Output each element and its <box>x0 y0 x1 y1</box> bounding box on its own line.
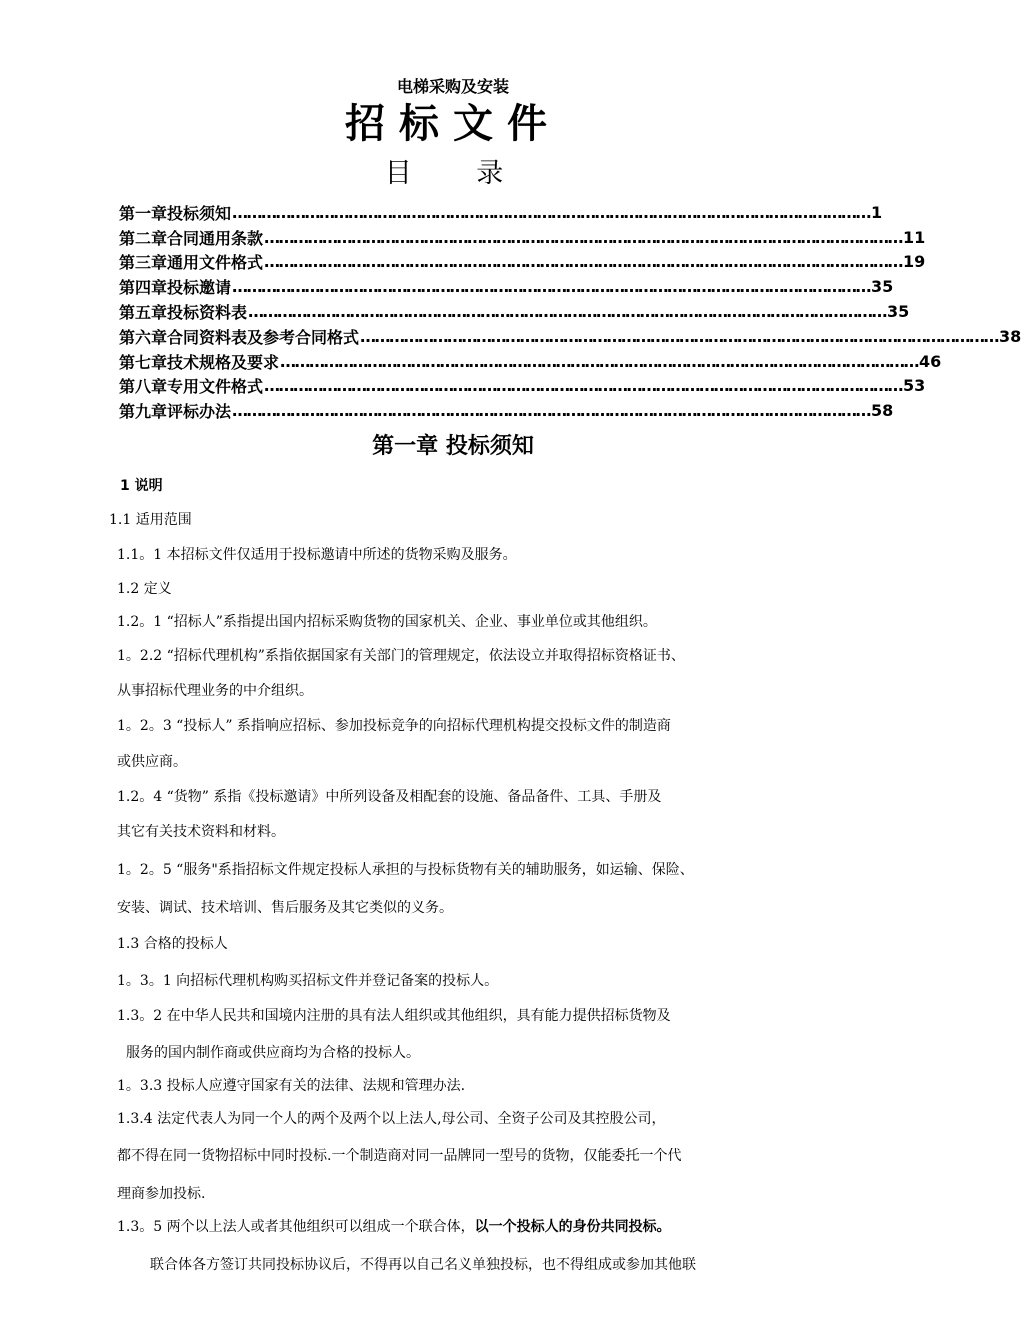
body-line: 理商参加投标. <box>117 1186 206 1202</box>
toc-chapter: 第八章 <box>119 377 168 397</box>
toc-leader: …………………………………………………………………………………………………………………… <box>360 326 999 346</box>
toc-chapter-name: 投标资料表 <box>167 303 248 323</box>
body-line: 1。3.3 投标人应遵守国家有关的法律、法规和管理办法. <box>117 1078 466 1094</box>
toc-leader: …………………………………………………………………………………………………………………… <box>248 302 887 322</box>
toc-chapter: 第一章 <box>119 203 168 223</box>
toc-chapter: 第九章 <box>119 402 168 422</box>
toc-page-number: 58 <box>871 401 894 421</box>
table-of-contents <box>119 200 1021 423</box>
body-line: 1。2。3 “投标人” 系指响应招标、参加投标竞争的向招标代理机构提交投标文件的制造商 <box>117 718 671 734</box>
toc-chapter: 第二章 <box>119 228 168 248</box>
toc-leader: …………………………………………………………………………………………………………………… <box>264 376 903 396</box>
body-line <box>117 1217 671 1237</box>
body-line: 联合体各方签订共同投标协议后，不得再以自己名义单独投标，也不得组成或参加其他联 <box>150 1257 696 1273</box>
toc-title: 目 录 <box>384 158 532 189</box>
toc-page-number: 11 <box>903 227 926 247</box>
toc-leader: …………………………………………………………………………………………………………………… <box>232 202 871 222</box>
toc-page-number: 46 <box>919 351 942 371</box>
toc-entry[interactable] <box>119 250 926 275</box>
toc-leader: …………………………………………………………………………………………………………………… <box>264 227 903 247</box>
toc-chapter-name: 投标须知 <box>167 203 232 223</box>
body-line: 其它有关技术资料和材料。 <box>117 824 285 840</box>
chapter-heading: 第一章 投标须知 <box>372 434 534 459</box>
body-line: 都不得在同一货物招标中同时投标.一个制造商对同一品牌同一型号的货物，仅能委托一个代 <box>117 1148 682 1164</box>
body-line: 服务的国内制作商或供应商均为合格的投标人。 <box>126 1045 420 1061</box>
toc-leader: …………………………………………………………………………………………………………………… <box>280 351 919 371</box>
body-line: 1.2。1 “招标人”系指提出国内招标采购货物的国家机关、企业、事业单位或其他组织。 <box>117 614 657 630</box>
toc-chapter: 第六章 <box>119 327 168 347</box>
body-line: 安装、调试、技术培训、售后服务及其它类似的义务。 <box>117 900 453 916</box>
body-line: 从事招标代理业务的中介组织。 <box>117 683 313 699</box>
toc-chapter: 第三章 <box>119 253 168 273</box>
toc-entry[interactable] <box>119 200 883 225</box>
toc-entry[interactable] <box>119 374 926 399</box>
toc-page-number: 35 <box>871 277 894 297</box>
toc-page-number: 53 <box>903 376 926 396</box>
document-subtitle: 电梯采购及安装 <box>396 77 509 96</box>
toc-chapter-name: 合同资料表及参考合同格式 <box>167 327 360 347</box>
body-line: 1.2。4 “货物” 系指《投标邀请》中所列设备及相配套的设施、备品备件、工具、手册及 <box>117 789 662 805</box>
body-line: 或供应商。 <box>117 754 187 770</box>
body-line: 1.1 适用范围 <box>109 512 192 528</box>
body-line: 1。2。5 “服务"系指招标文件规定投标人承担的与投标货物有关的辅助服务，如运输、保险、 <box>117 862 694 878</box>
toc-entry[interactable] <box>119 225 926 250</box>
toc-chapter-name: 评标办法 <box>167 402 232 422</box>
document-title: 招标文件 <box>345 101 561 147</box>
body-line: 1.3 合格的投标人 <box>117 936 228 952</box>
toc-chapter-name: 投标邀请 <box>167 278 232 298</box>
toc-leader: …………………………………………………………………………………………………………………… <box>232 401 871 421</box>
toc-entry[interactable] <box>119 324 1021 349</box>
toc-page-number: 38 <box>999 326 1021 346</box>
toc-page-number: 35 <box>887 302 910 322</box>
section-heading: 1 说明 <box>120 478 163 494</box>
toc-chapter: 第七章 <box>119 352 168 372</box>
toc-entry[interactable] <box>119 398 894 423</box>
toc-chapter: 第五章 <box>119 303 168 323</box>
toc-chapter-name: 合同通用条款 <box>167 228 264 248</box>
toc-leader: …………………………………………………………………………………………………………………… <box>264 252 903 272</box>
body-line-text: 1.3。5 两个以上法人或者其他组织可以组成一个联合体， <box>117 1219 475 1235</box>
toc-chapter-name: 技术规格及要求 <box>167 352 280 372</box>
toc-page-number: 19 <box>903 252 926 272</box>
body-line: 1.2 定义 <box>117 581 172 597</box>
body-line-emphasis: 以一个投标人的身份共同投标。 <box>474 1219 671 1235</box>
toc-chapter-name: 通用文件格式 <box>167 253 264 273</box>
toc-entry[interactable] <box>119 349 942 374</box>
toc-entry[interactable] <box>119 299 910 324</box>
toc-chapter: 第四章 <box>119 278 168 298</box>
body-line: 1。2.2 “招标代理机构”系指依据国家有关部门的管理规定，依法设立并取得招标资格证书、 <box>117 648 685 664</box>
toc-leader: …………………………………………………………………………………………………………………… <box>232 277 871 297</box>
toc-entry[interactable] <box>119 274 894 299</box>
body-line: 1.1。1 本招标文件仅适用于投标邀请中所述的货物采购及服务。 <box>117 547 517 563</box>
body-line: 1.3。2 在中华人民共和国境内注册的具有法人组织或其他组织，具有能力提供招标货物及 <box>117 1008 671 1024</box>
toc-page-number: 1 <box>871 202 883 222</box>
toc-chapter-name: 专用文件格式 <box>167 377 264 397</box>
body-line: 1。3。1 向招标代理机构购买招标文件并登记备案的投标人。 <box>117 973 499 989</box>
body-line: 1.3.4 法定代表人为同一个人的两个及两个以上法人,母公司、全资子公司及其控股公司， <box>117 1111 666 1127</box>
